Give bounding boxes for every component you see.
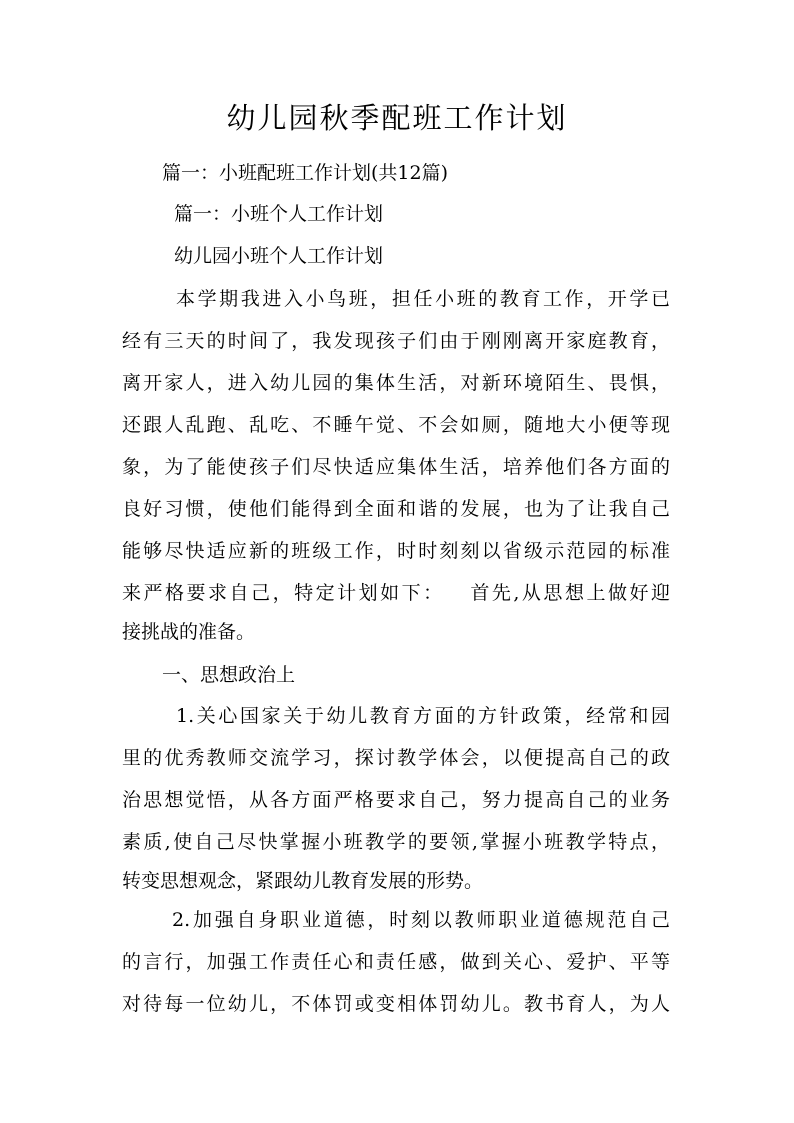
paragraph-line: 治思想觉悟，从各方面严格要求自己，努力提高自己的业务 xyxy=(122,789,670,811)
paragraph-line: 象，为了能使孩子们尽快适应集体生活，培养他们各方面的 xyxy=(122,456,670,478)
paragraph-line: 的言行，加强工作责任心和责任感，做到关心、爱护、平等 xyxy=(122,951,670,973)
paragraph-line: 来严格要求自己，特定计划如下： 首先,从思想上做好迎 xyxy=(122,582,670,604)
heading-political: 一、思想政治上 xyxy=(162,664,296,686)
subtitle: 篇一：小班配班工作计划(共12篇) xyxy=(162,162,449,184)
paragraph-line: 经有三天的时间了，我发现孩子们由于刚刚离开家庭教育， xyxy=(122,330,670,352)
article-title: 幼儿园小班个人工作计划 xyxy=(174,245,384,267)
paragraph-line: 里的优秀教师交流学习，探讨教学体会，以便提高自己的政 xyxy=(122,747,670,769)
paragraph-line: 转变思想观念，紧跟幼儿教育发展的形势。 xyxy=(122,870,484,892)
paragraph-line: 良好习惯，使他们能得到全面和谐的发展，也为了让我自己 xyxy=(122,498,670,520)
paragraph-line: 接挑战的准备。 xyxy=(122,621,256,643)
paragraph-line: 还跟人乱跑、乱吃、不睡午觉、不会如厕，随地大小便等现 xyxy=(122,414,670,436)
paragraph-line: 素质,使自己尽快掌握小班教学的要领,掌握小班教学特点， xyxy=(122,831,670,853)
paragraph-line: 对待每一位幼儿，不体罚或变相体罚幼儿。教书育人，为人 xyxy=(122,993,670,1015)
paragraph-line: 本学期我进入小鸟班，担任小班的教育工作，开学已 xyxy=(176,288,670,310)
paragraph-line: 离开家人，进入幼儿园的集体生活，对新环境陌生、畏惧， xyxy=(122,372,670,394)
paragraph-line: 能够尽快适应新的班级工作，时时刻刻以省级示范园的标准 xyxy=(122,540,670,562)
document-title: 幼儿园秋季配班工作计划 xyxy=(226,101,568,135)
section-heading: 篇一：小班个人工作计划 xyxy=(174,203,384,225)
paragraph-line: 2.加强自身职业道德，时刻以教师职业道德规范自己 xyxy=(172,909,670,931)
paragraph-line: 1.关心国家关于幼儿教育方面的方针政策，经常和园 xyxy=(176,705,670,727)
